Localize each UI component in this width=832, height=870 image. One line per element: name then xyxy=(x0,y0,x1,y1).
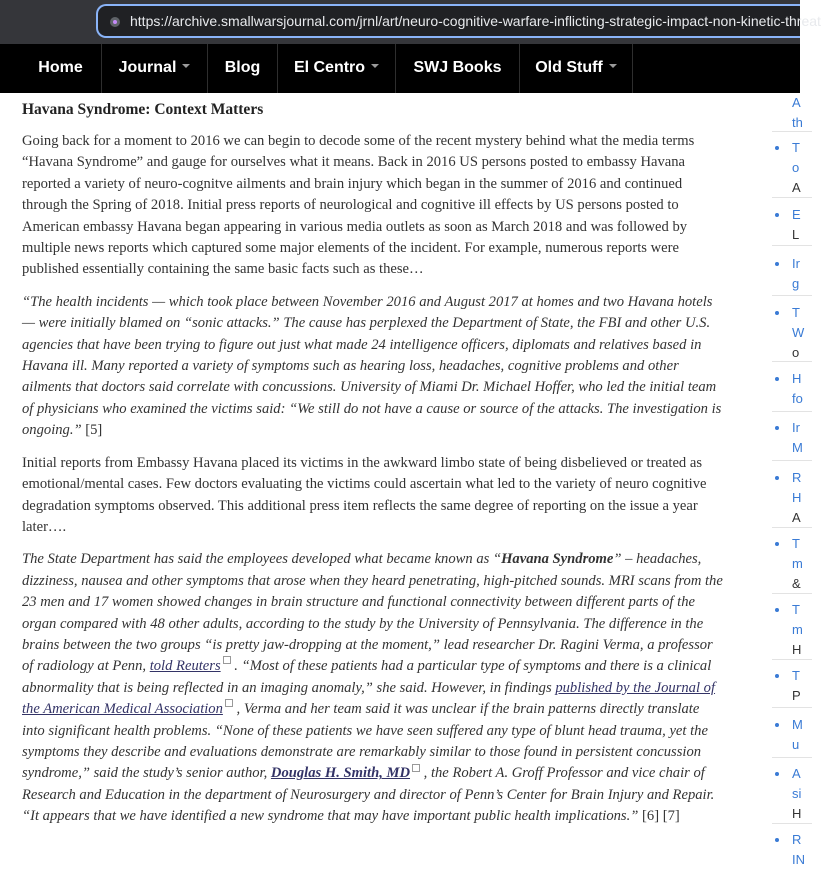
bullet-icon xyxy=(775,674,779,678)
nav-blog-label: Blog xyxy=(224,59,261,76)
bullet-icon xyxy=(775,311,779,315)
chevron-down-icon xyxy=(371,64,379,68)
sidebar-item-line: o xyxy=(792,160,800,175)
nav-old-stuff-label: Old Stuff xyxy=(535,59,603,76)
quote-2-text-d: . “Most of these patients had a particular type of symptoms and there is a clinical abnormality that is being reflected in an imaging anomaly,” she said. However, in findings xyxy=(22,658,712,696)
nav-el-centro-label: El Centro xyxy=(293,59,366,76)
sidebar-item-line: A xyxy=(792,95,801,110)
external-link-icon xyxy=(412,764,420,772)
sidebar-item-line: IN xyxy=(792,852,805,867)
divider xyxy=(772,411,812,412)
sidebar-item-line: H xyxy=(792,806,802,821)
main-nav xyxy=(0,44,800,93)
quote-2-text-f: , the Robert A. Groff Professor and vice chair of Research and Education in the department of Neurosurgery and director of Penn’s Center for Brain Injury and Repair. “It appears that we have identified a new syndrome that may have important public health implications.” xyxy=(22,765,715,825)
nav-old-stuff[interactable] xyxy=(520,44,633,93)
sidebar-item-line: M xyxy=(792,717,803,732)
sidebar-item-line: T xyxy=(792,140,800,155)
bullet-icon xyxy=(775,608,779,612)
sidebar-item-line: o xyxy=(792,345,800,360)
sidebar-item-line: T xyxy=(792,536,800,551)
link-jama[interactable]: published by the Journal of the American Medical Association xyxy=(22,679,716,718)
sidebar-item-line: Ir xyxy=(792,420,800,435)
divider xyxy=(772,245,812,246)
sidebar-item-line: th xyxy=(792,115,803,130)
quote-2-emphasis: Havana Syndrome xyxy=(501,551,614,568)
url-text: https://archive.smallwarsjournal.com/jrnl/art/neuro-cognitive-warfare-inflicting-strategic-impact-non-kinetic-threat xyxy=(130,13,821,29)
sidebar-item-line: P xyxy=(792,688,801,703)
quote-1-text: “The health incidents — which took place between November 2016 and August 2017 at homes and two Havana hotels — were initially blamed on “sonic attacks.” The cause has perplexed the Department of State, the FBI and other U.S. agencies that have been trying to figure out just what made 24 intelligence officers, diplomats and relatives based in Havana ill. Many reported a variety of symptoms such as hearing loss, headaches, cognitive problems and other ailments that doctors said correlate with concussions. University of Miami Dr. Michael Hoffer, who led the initial team of physicians who examined the victims said: “We still do not have a cause or source of the attacks. The investigation is ongoing.” xyxy=(22,293,722,439)
sidebar-item-line: u xyxy=(792,737,800,752)
nav-el-centro[interactable] xyxy=(278,44,396,93)
divider xyxy=(772,707,812,708)
quote-block-2 xyxy=(22,549,724,827)
sidebar-item-line: T xyxy=(792,305,800,320)
sidebar-item-line: fo xyxy=(792,391,803,406)
sidebar-item-line: A xyxy=(792,766,801,781)
article-body xyxy=(22,101,724,839)
quote-2-text-a: The State Department has said the employees developed what became known as “ xyxy=(22,551,502,568)
divider xyxy=(772,460,812,461)
paragraph-embassy: Initial reports from Embassy Havana placed its victims in the awkward limbo state of being disbelieved or treated as emotional/mental cases. Few doctors evaluating the victims could ascertain what led to the variety of neuro cognitive degradation symptoms observed. This additional press item reflects the same degree of reporting on the issue a year later…. xyxy=(22,454,707,535)
bullet-icon xyxy=(775,476,779,480)
nav-home-label: Home xyxy=(38,59,83,76)
divider xyxy=(772,295,812,296)
nav-journal[interactable] xyxy=(102,44,208,93)
divider xyxy=(772,757,812,758)
external-link-icon xyxy=(225,699,233,707)
sidebar-item-line: H xyxy=(792,490,802,505)
chevron-down-icon xyxy=(182,64,190,68)
sidebar-item-line: Ir xyxy=(792,256,800,271)
bullet-icon xyxy=(775,262,779,266)
bullet-icon xyxy=(775,146,779,150)
section-title: Havana Syndrome: Context Matters xyxy=(22,101,264,118)
sidebar-item-line: R xyxy=(792,832,802,847)
nav-swj-books-label: SWJ Books xyxy=(413,59,502,76)
nav-blog[interactable] xyxy=(208,44,278,93)
divider xyxy=(772,197,812,198)
divider xyxy=(772,361,812,362)
link-douglas-smith[interactable]: Douglas H. Smith, MD xyxy=(270,765,411,782)
quote-block-1 xyxy=(22,292,724,442)
bullet-icon xyxy=(775,213,779,217)
sidebar-item-line: T xyxy=(792,668,800,683)
sidebar-item-line: M xyxy=(792,440,803,455)
footnote-ref-5[interactable]: [5] xyxy=(85,422,103,439)
sidebar-item-line: & xyxy=(792,576,801,591)
divider xyxy=(772,659,812,660)
quote-2-text-e: , Verma and her team said it was unclear if the brain patterns directly translate into significant health problems. “None of these patients we have seen suffered any type of blunt head trauma, yet the symptoms they describe and evaluations demonstrate are remarkably similar to those found in persistent concussion syndrome,” said the study’s senior author, xyxy=(22,701,708,782)
sidebar-item-line: R xyxy=(792,470,802,485)
sidebar-item-line: T xyxy=(792,602,800,617)
link-told-reuters[interactable]: told Reuters xyxy=(149,658,221,675)
sidebar-item-line: g xyxy=(792,276,800,291)
sidebar-item-line: si xyxy=(792,786,802,801)
sidebar-item-line: m xyxy=(792,556,803,571)
sidebar-related-list xyxy=(754,93,805,867)
quote-2-text-c: ” – headaches, dizziness, nausea and other symptoms that arose when they heard penetrating, high-pitched sounds. MRI scans from the 23 men and 17 women showed changes in brain structure and functional connectivity between different parts of the organ compared with 48 other adults, according to the study by the University of Pennsylvania. The difference in the brains between the two groups “is pretty jaw-dropping at the moment,” lead researcher Dr. Ragini Verma, a professor of radiology at Penn, xyxy=(22,551,723,675)
site-info-icon[interactable] xyxy=(110,17,120,27)
bullet-icon xyxy=(775,542,779,546)
bullet-icon xyxy=(775,723,779,727)
sidebar-item-line: H xyxy=(792,642,802,657)
sidebar-item-line: H xyxy=(792,371,802,386)
sidebar-item-line: A xyxy=(792,510,801,525)
footnote-refs-6-7[interactable]: [6] [7] xyxy=(642,808,680,825)
nav-journal-label: Journal xyxy=(118,59,177,76)
bullet-icon xyxy=(775,772,779,776)
sidebar-item-line: W xyxy=(792,325,805,340)
paragraph-intro: Going back for a moment to 2016 we can begin to decode some of the recent mystery behind what the media terms “Havana Syndrome” and gauge for ourselves what it means. Back in 2016 US persons posted to embassy Havana reported a variety of neuro-cognitve ailments and brain injury which began in the summer of 2016 and continued through the Spring of 2018. Initial press reports of neurological and cognitive ill effects by US persons posted to American embassy Havana began appearing in various media outlets as soon as March 2018 and was followed by multiple news reports which captured some major elements of the incident. For example, numerous reports were published essentially containing the same basic facts such as these… xyxy=(22,133,695,278)
address-bar[interactable] xyxy=(96,4,821,38)
bullet-icon xyxy=(775,377,779,381)
nav-home[interactable] xyxy=(20,44,102,93)
divider xyxy=(772,593,812,594)
external-link-icon xyxy=(223,656,231,664)
sidebar-item-line: m xyxy=(792,622,803,637)
bullet-icon xyxy=(775,838,779,842)
bullet-icon xyxy=(775,426,779,430)
sidebar-item-line: E xyxy=(792,207,801,222)
divider xyxy=(772,527,812,528)
divider xyxy=(772,823,812,824)
chevron-down-icon xyxy=(609,64,617,68)
divider xyxy=(772,131,812,132)
sidebar-item-line: A xyxy=(792,180,801,195)
nav-swj-books[interactable] xyxy=(396,44,520,93)
browser-toolbar xyxy=(0,0,821,44)
sidebar-item-line: L xyxy=(792,227,800,242)
